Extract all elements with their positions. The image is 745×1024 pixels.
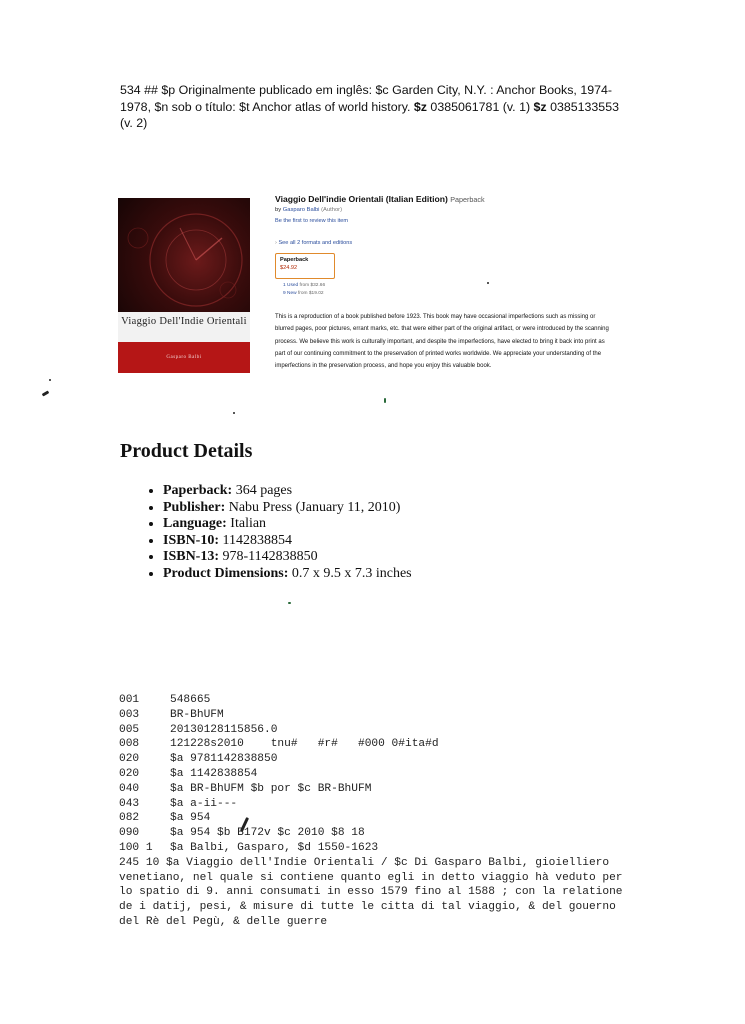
formats-link-text[interactable]: See all 2 formats and editions xyxy=(278,240,353,246)
new-offers[interactable] xyxy=(283,291,324,296)
product-description: This is a reproduction of a book published before 1923. This book may have occasional imperfections such as missing or blurred pages, poor pictures, errant marks, etc. that were either part of the original artifact, or were introduced by the scanning process. We believe this work is culturally important, and despite the imperfections, have elected to bring it back into print as part of our continuing commitment to the preservation of printed works worldwide. We appreciate your understanding of the imperfections in the preservation process, and hope you enjoy this valuable book. xyxy=(275,314,609,370)
marc-field: 090 $a 954 $b B172v $c 2010 $8 18 xyxy=(119,827,365,840)
scan-speck xyxy=(288,602,291,604)
scan-speck xyxy=(384,398,386,403)
used-count[interactable]: 1 Used xyxy=(283,283,299,288)
marc-534-z2-value: 0385133553 (v. 2) xyxy=(120,99,619,130)
detail-isbn10: • ISBN-10: 1142838854 xyxy=(163,533,412,550)
cover-clock-art xyxy=(118,198,250,312)
price-value: $24.92 xyxy=(280,265,298,271)
marc-534-text: 534 ## $p Originalmente publicado em inglês: $c Garden City, N.Y. : Anchor Books, 1974-1978, $n sob o título: $t Anchor atlas of world history. xyxy=(120,83,613,114)
marc-field: 040 $a BR-BhUFM $b por $c BR-BhUFM xyxy=(119,782,372,795)
marc-field: 008 121228s2010 tnu# #r# #000 0#ita#d xyxy=(119,738,439,751)
detail-paperback: • Paperback: 364 pages xyxy=(163,483,412,500)
product-format: Paperback xyxy=(450,195,485,204)
detail-dimensions: • Product Dimensions: 0.7 x 9.5 x 7.3 inches xyxy=(163,566,412,583)
chevron-right-icon: › xyxy=(275,240,277,246)
marc-field: 005 20130128115856.0 xyxy=(119,723,278,736)
scan-speck xyxy=(487,282,489,284)
cover-artwork xyxy=(118,198,250,312)
product-title[interactable] xyxy=(275,194,485,204)
marc-field: 020 $a 9781142838850 xyxy=(119,753,278,766)
detail-language: • Language: Italian xyxy=(163,516,412,533)
marc-534-z1-label: $z xyxy=(413,99,427,114)
book-cover-image[interactable] xyxy=(118,198,250,373)
used-from: from $32.66 xyxy=(299,283,326,288)
marc-field: 020 $a 1142838854 xyxy=(119,767,258,780)
by-label: by xyxy=(275,207,283,213)
price-format-label: Paperback xyxy=(280,257,309,263)
author-link[interactable]: Gasparo Balbi xyxy=(282,207,320,213)
review-link[interactable]: Be the first to review this item xyxy=(275,218,349,224)
cover-author: Gasparo Balbi xyxy=(118,342,250,373)
new-count[interactable]: 9 New xyxy=(283,291,297,296)
marc-field: 003 BR-BhUFM xyxy=(119,708,224,721)
marc-534-z2-label: $z xyxy=(533,99,547,114)
marc-field: 082 $a 954 xyxy=(119,812,211,825)
marc-field: 043 $a a-ii--- xyxy=(119,797,238,810)
marc-field: 001 548665 xyxy=(119,694,211,706)
detail-isbn13: • ISBN-13: 978-1142838850 xyxy=(163,549,412,566)
author-role: (Author) xyxy=(321,207,343,213)
formats-link[interactable] xyxy=(275,240,352,246)
marc-field: 100 1 $a Balbi, Gasparo, $d 1550-1623 xyxy=(119,841,379,854)
product-title-text[interactable]: Viaggio Dell'indie Orientali (Italian Edition) xyxy=(275,194,448,204)
detail-publisher: • Publisher: Nabu Press (January 11, 2010) xyxy=(163,500,412,517)
product-byline xyxy=(275,207,342,213)
marc-534-note xyxy=(120,82,625,132)
scan-speck xyxy=(49,379,51,381)
product-details-heading: Product Details xyxy=(120,440,253,462)
scan-speck xyxy=(233,412,235,414)
price-option-paperback[interactable] xyxy=(275,253,335,279)
marc-record xyxy=(119,693,639,930)
marc-534-z1-value: 0385061781 (v. 1) xyxy=(426,99,534,114)
new-from: from $19.02 xyxy=(297,291,324,296)
scan-speck xyxy=(42,390,50,396)
marc-field-245: 245 10 $a Viaggio dell'Indie Orientali / $c Di Gasparo Balbi, gioielliero venetiano, nel quale si contiene quanto egli in detto viaggio hà veduto per lo spatio di 9. anni consumati in esso 1579 fino al 1588 ; con la relatione de i datij, pesi, & misure di tutte le citta di tal viaggio, & del gouerno del Rè del Pegù, & delle guerre xyxy=(119,856,623,928)
cover-title: Viaggio Dell'Indie Orientali xyxy=(118,312,250,342)
used-offers[interactable] xyxy=(283,283,325,288)
product-details-list xyxy=(130,483,412,583)
